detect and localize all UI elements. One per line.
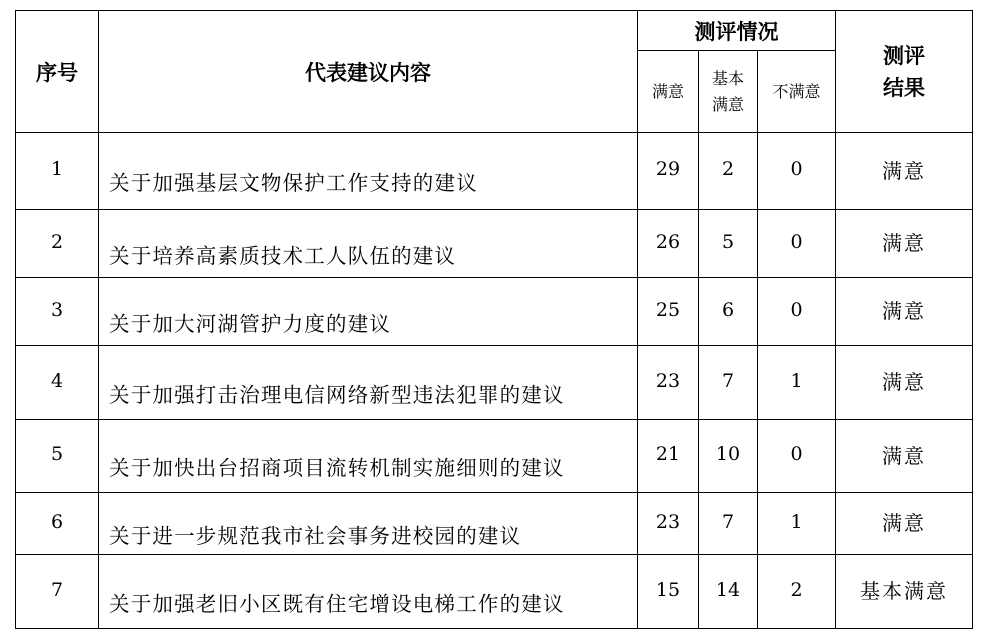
row-content: 关于加强老旧小区既有住宅增设电梯工作的建议 — [99, 555, 638, 629]
row-satisfied: 23 — [638, 346, 699, 420]
header-basic — [699, 51, 758, 133]
table-row — [16, 420, 973, 493]
row-basic: 10 — [699, 420, 758, 493]
row-satisfied: 29 — [638, 133, 699, 210]
header-evaluation: 测评情况 — [638, 11, 836, 51]
row-content: 关于进一步规范我市社会事务进校园的建议 — [99, 493, 638, 555]
header-content: 代表建议内容 — [99, 11, 638, 133]
header-basic-line2: 满意 — [711, 94, 744, 114]
row-unsatisfied: 0 — [758, 210, 836, 278]
row-index: 2 — [16, 210, 99, 278]
row-unsatisfied: 0 — [758, 278, 836, 346]
row-index: 1 — [16, 133, 99, 210]
row-result: 基本满意 — [836, 555, 973, 629]
row-unsatisfied: 1 — [758, 346, 836, 420]
row-satisfied: 15 — [638, 555, 699, 629]
row-unsatisfied: 1 — [758, 493, 836, 555]
row-content: 关于加快出台招商项目流转机制实施细则的建议 — [99, 420, 638, 493]
row-satisfied: 25 — [638, 278, 699, 346]
row-result: 满意 — [836, 210, 973, 278]
table-row — [16, 346, 973, 420]
row-result: 满意 — [836, 420, 973, 493]
row-basic: 14 — [699, 555, 758, 629]
header-result-line2: 结果 — [883, 75, 925, 100]
header-satisfied: 满意 — [638, 51, 699, 133]
row-basic: 7 — [699, 493, 758, 555]
header-index: 序号 — [16, 11, 99, 133]
row-index: 5 — [16, 420, 99, 493]
row-unsatisfied: 2 — [758, 555, 836, 629]
row-result: 满意 — [836, 346, 973, 420]
row-index: 3 — [16, 278, 99, 346]
evaluation-table — [15, 10, 973, 629]
row-content: 关于加大河湖管护力度的建议 — [99, 278, 638, 346]
row-index: 7 — [16, 555, 99, 629]
row-index: 4 — [16, 346, 99, 420]
row-content: 关于加强基层文物保护工作支持的建议 — [99, 133, 638, 210]
row-satisfied: 26 — [638, 210, 699, 278]
row-content: 关于加强打击治理电信网络新型违法犯罪的建议 — [99, 346, 638, 420]
table-row — [16, 133, 973, 210]
row-index: 6 — [16, 493, 99, 555]
header-unsatisfied: 不满意 — [758, 51, 836, 133]
row-satisfied: 21 — [638, 420, 699, 493]
header-result — [836, 11, 973, 133]
table-row — [16, 210, 973, 278]
row-result: 满意 — [836, 493, 973, 555]
header-result-line1: 测评 — [883, 43, 925, 68]
row-result: 满意 — [836, 133, 973, 210]
table-row — [16, 493, 973, 555]
row-basic: 6 — [699, 278, 758, 346]
row-satisfied: 23 — [638, 493, 699, 555]
table-row — [16, 555, 973, 629]
row-basic: 7 — [699, 346, 758, 420]
row-basic: 5 — [699, 210, 758, 278]
header-basic-line1: 基本 — [711, 68, 744, 88]
row-result: 满意 — [836, 278, 973, 346]
row-content: 关于培养高素质技术工人队伍的建议 — [99, 210, 638, 278]
row-basic: 2 — [699, 133, 758, 210]
row-unsatisfied: 0 — [758, 420, 836, 493]
table-row — [16, 278, 973, 346]
row-unsatisfied: 0 — [758, 133, 836, 210]
